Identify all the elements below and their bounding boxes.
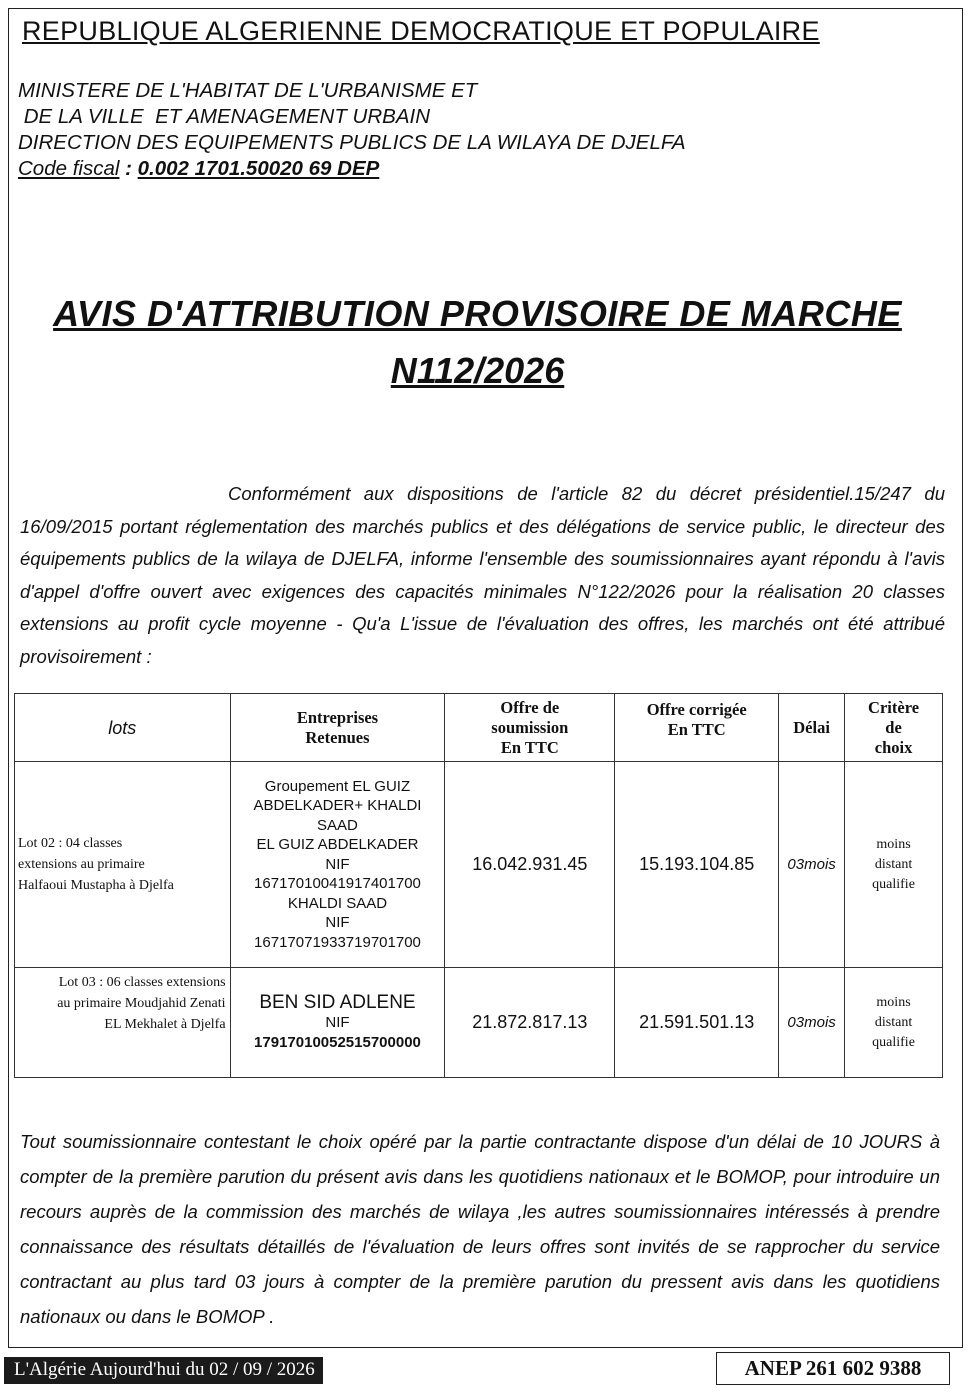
entreprise-line: EL GUIZ ABDELKADER xyxy=(256,836,419,854)
intro-text: Conformément aux dispositions de l'article 82 du décret présidentiel.15/247 du 16/09/2015 portant réglementation des marchés publics et des délégations de service public, le directeur des équipements publics de la wilaya de DJELFA, informe l'ensemble des soumissionnaires ayant répondu à l'avis d'appel d'offre ouvert avec exigences des capacités minimales N°122/2026 pour la réalisation 20 classes extensions au profit cycle moyenne - Qu'a L'issue de l'évaluation des offres, les marchés ont été attribué provisoirement : xyxy=(20,483,945,667)
lot-cell xyxy=(15,968,231,1078)
entreprise-nif: 167170100419174017​00 xyxy=(254,875,421,893)
offre-corrigee-cell: 15.193.104.85 xyxy=(615,762,779,968)
lot-line: au primaire Moudjahid Zenati xyxy=(57,996,226,1011)
header-offre-sub-2: soumission xyxy=(491,717,569,737)
entreprise-cell xyxy=(230,968,445,1078)
anep-reference: ANEP 261 602 9388 xyxy=(716,1352,950,1385)
header-critere-1: Critère xyxy=(868,697,920,717)
header-offre-corrigee xyxy=(615,694,779,762)
table-row xyxy=(15,762,943,968)
header-offre-corr-2: En TTC xyxy=(667,720,726,739)
entreprise-line: NIF xyxy=(325,1014,350,1032)
entreprise-cell xyxy=(230,762,445,968)
header-entreprises-1: Entreprises xyxy=(296,707,379,727)
critere-line: qualifie xyxy=(872,1034,915,1050)
entreprise-nif: 167170719337197017​00 xyxy=(254,933,421,951)
header-entreprises xyxy=(230,694,445,762)
lot-line: EL Mekhalet à Djelfa xyxy=(104,1017,226,1032)
table-header-row xyxy=(15,694,943,762)
header-offre-sub-3: En TTC xyxy=(500,737,559,757)
offre-corrigee-cell: 21.591.501.13 xyxy=(615,968,779,1078)
lot-line: Lot 02 : 04 classes xyxy=(18,836,123,851)
header-offre-corr-1: Offre corrigée xyxy=(646,700,747,719)
intro-paragraph xyxy=(20,478,945,673)
offre-soumission-cell: 16.042.931.45 xyxy=(445,762,615,968)
table-row xyxy=(15,968,943,1078)
fiscal-code xyxy=(18,156,938,182)
header-critere xyxy=(845,694,943,762)
entreprise-line: KHALDI SAAD xyxy=(287,894,388,912)
recourse-paragraph: Tout soumissionnaire contestant le choix opéré par la partie contractante dispose d'un délai de 10 JOURS à compter de la première parution du présent avis dans les quotidiens nationaux et le BOMOP, pour introduire un recours auprès de la commission des marchés de wilaya ,les autres soumissionnaires intéressés à prendre connaissance des résultats détaillés de l'évaluation de leurs offres sont invités de se rapprocher du service contractant au plus tard 03 jours à compter de la première parution du pressent avis dans les quotidiens nationaux ou dans le BOMOP . xyxy=(20,1131,940,1327)
header-critere-3: choix xyxy=(874,737,913,757)
header-delai: Délai xyxy=(779,694,845,762)
critere-line: distant xyxy=(874,856,913,872)
delai-cell: 03mois xyxy=(779,762,845,968)
entreprise-line: BEN SID ADLENE xyxy=(259,991,416,1013)
offre-soumission-cell: 21.872.817.13 xyxy=(445,968,615,1078)
fiscal-label: Code fiscal xyxy=(18,157,120,180)
lot-line: extensions au primaire xyxy=(18,857,145,872)
lot-line: Halfaoui Mustapha à Djelfa xyxy=(18,878,174,893)
entreprise-line: NIF xyxy=(325,855,350,873)
critere-line: qualifie xyxy=(872,876,915,892)
delai-cell: 03mois xyxy=(779,968,845,1078)
entreprise-line: NIF xyxy=(325,914,350,932)
ministry-line-2: DE LA VILLE ET AMENAGEMENT URBAIN xyxy=(18,105,430,128)
notice-title: AVIS D'ATTRIBUTION PROVISOIRE DE MARCHE xyxy=(53,293,902,334)
direction-line: DIRECTION DES EQUIPEMENTS PUBLICS DE LA WILAYA DE DJELFA xyxy=(18,131,686,154)
lot-line: Lot 03 : 06 classes extensions xyxy=(58,975,226,990)
critere-cell xyxy=(845,762,943,968)
lot-cell xyxy=(15,762,231,968)
ministry-block xyxy=(18,78,938,182)
notice-number: N112/2026 xyxy=(390,350,565,391)
fiscal-value: 0.002 1701.50020 69 DEP xyxy=(137,157,380,180)
header-offre-sub-1: Offre de xyxy=(500,697,560,717)
republic-header: REPUBLIQUE ALGERIENNE DEMOCRATIQUE ET POPULAIRE xyxy=(22,16,820,46)
header-critere-2: de xyxy=(885,717,902,737)
critere-cell xyxy=(845,968,943,1078)
critere-line: moins xyxy=(876,994,911,1010)
header-entreprises-2: Retenues xyxy=(305,727,370,747)
header-lots: lots xyxy=(15,694,231,762)
attribution-table xyxy=(14,693,943,1078)
entreprise-line: Groupement EL GUIZ xyxy=(264,777,411,795)
entreprise-line: SAAD xyxy=(317,816,358,834)
publication-label: L'Algérie Aujourd'hui du 02 / 09 / 2026 xyxy=(4,1357,323,1384)
header-offre-soumission xyxy=(445,694,615,762)
critere-line: moins xyxy=(876,836,911,852)
ministry-line-1: MINISTERE DE L'HABITAT DE L'URBANISME ET xyxy=(18,79,478,102)
fiscal-separator: : xyxy=(119,157,138,180)
critere-line: distant xyxy=(874,1014,913,1030)
entreprise-nif: 179170100525157000​00 xyxy=(254,1033,421,1051)
entreprise-line: ABDELKADER+ KHALDI xyxy=(253,797,422,815)
